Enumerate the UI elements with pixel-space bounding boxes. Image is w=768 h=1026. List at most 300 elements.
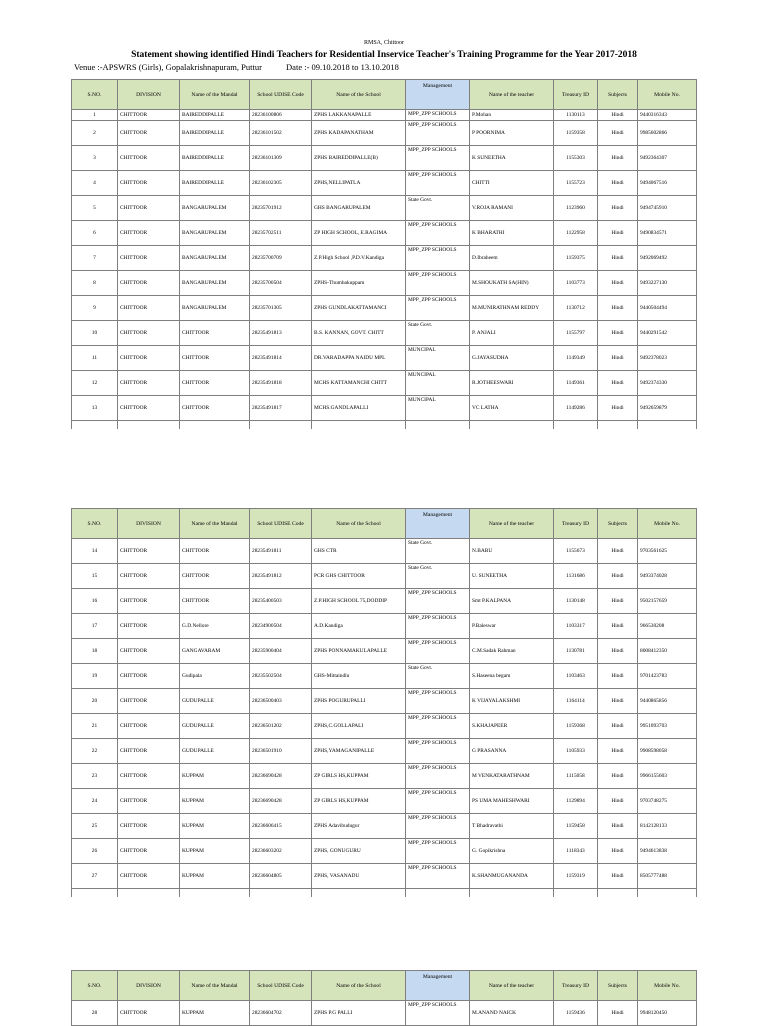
table-row bbox=[72, 739, 697, 764]
cell-subject: Hindi bbox=[598, 110, 638, 121]
cell-school: ZPHS GUNDLAKATTAMANCI bbox=[312, 296, 406, 321]
cell-division: CHITTOOR bbox=[118, 664, 180, 689]
cell-division: CHITTOOR bbox=[118, 171, 180, 196]
table-row bbox=[72, 839, 697, 864]
column-header-mobile: Mobile No. bbox=[638, 80, 697, 110]
cell-mobile: 9701423783 bbox=[638, 664, 697, 689]
cell-teacher: G PRASANNA bbox=[470, 739, 554, 764]
cell-teacher: G. Gopikrishna bbox=[470, 839, 554, 864]
table-row bbox=[72, 396, 697, 421]
cell-udise-code: 28235701305 bbox=[250, 296, 312, 321]
cell-school: PCR GHS CHITTOOR bbox=[312, 564, 406, 589]
cell-management: MPP_ZPP SCHOOLS bbox=[406, 221, 470, 246]
cell-management: MPP_ZPP SCHOOLS bbox=[406, 839, 470, 864]
table-row bbox=[72, 614, 697, 639]
cell-mandal: BAIREDDIPALLE bbox=[180, 121, 250, 146]
cell-mobile: 9493374028 bbox=[638, 564, 697, 589]
column-header-treasury-id: Treasury ID bbox=[554, 971, 598, 1001]
cell-treasury-id: 1159358 bbox=[554, 121, 598, 146]
cell-treasury-id: 1118343 bbox=[554, 839, 598, 864]
cell-treasury-id: 1130712 bbox=[554, 296, 598, 321]
cell-teacher: D.Ibraheem bbox=[470, 246, 554, 271]
cell-udise-code: 28236102305 bbox=[250, 171, 312, 196]
cell-mobile: 9440865856 bbox=[638, 689, 697, 714]
cell-teacher: M VENKATARATHNAM bbox=[470, 764, 554, 789]
cell-management: MPP_ZPP SCHOOLS bbox=[406, 146, 470, 171]
cell-mobile: 9494613838 bbox=[638, 839, 697, 864]
blank-cell bbox=[180, 889, 250, 898]
cell-mandal: CHITTOOR bbox=[180, 346, 250, 371]
cell-management: MPP_ZPP SCHOOLS bbox=[406, 110, 470, 121]
cell-treasury-id: 1130148 bbox=[554, 589, 598, 614]
office-name: RMSA, Chittoor bbox=[363, 40, 404, 46]
cell-mandal: KUPPAM bbox=[180, 814, 250, 839]
cell-sno: 1 bbox=[72, 110, 118, 121]
cell-management: MPP_ZPP SCHOOLS bbox=[406, 171, 470, 196]
cell-udise-code: 28235700709 bbox=[250, 246, 312, 271]
cell-teacher: P. ANJALI bbox=[470, 321, 554, 346]
blank-cell bbox=[406, 889, 470, 898]
column-header-school: Name of the School bbox=[312, 80, 406, 110]
column-header-teacher: Name of the teacher bbox=[470, 80, 554, 110]
table-row bbox=[72, 689, 697, 714]
cell-sno: 28 bbox=[72, 1001, 118, 1026]
cell-mandal: GUDUPALLE bbox=[180, 739, 250, 764]
cell-sno: 17 bbox=[72, 614, 118, 639]
cell-school: ZPHS,NELLIPATLA bbox=[312, 171, 406, 196]
cell-mandal: CHITTOOR bbox=[180, 564, 250, 589]
cell-mandal: BAIREDDIPALLE bbox=[180, 110, 250, 121]
column-header-subject: Subjects bbox=[598, 509, 638, 539]
cell-mobile: 9703748275 bbox=[638, 789, 697, 814]
cell-mandal: BAIREDDIPALLE bbox=[180, 146, 250, 171]
cell-subject: Hindi bbox=[598, 246, 638, 271]
table-row bbox=[72, 346, 697, 371]
cell-division: CHITTOOR bbox=[118, 396, 180, 421]
column-header-mandal: Name of the Mandal bbox=[180, 971, 250, 1001]
table-row bbox=[72, 196, 697, 221]
header-row bbox=[72, 971, 697, 1001]
cell-udise-code: 28236500403 bbox=[250, 689, 312, 714]
cell-udise-code: 28235491814 bbox=[250, 346, 312, 371]
table-row bbox=[72, 714, 697, 739]
cell-sno: 13 bbox=[72, 396, 118, 421]
cell-mobile: 9985602866 bbox=[638, 121, 697, 146]
teachers-table-page-1 bbox=[71, 79, 697, 429]
blank-cell bbox=[180, 421, 250, 430]
cell-subject: Hindi bbox=[598, 371, 638, 396]
table-row bbox=[72, 814, 697, 839]
cell-teacher: T Bhadravathi bbox=[470, 814, 554, 839]
blank-cell bbox=[554, 421, 598, 430]
cell-udise-code: 28235491818 bbox=[250, 371, 312, 396]
cell-teacher: M.MUNIRATHNAM REDDY bbox=[470, 296, 554, 321]
cell-school: ZPHS, VASANADU bbox=[312, 864, 406, 889]
cell-sno: 21 bbox=[72, 714, 118, 739]
cell-management: MPP_ZPP SCHOOLS bbox=[406, 271, 470, 296]
cell-subject: Hindi bbox=[598, 789, 638, 814]
cell-subject: Hindi bbox=[598, 321, 638, 346]
column-header-mandal: Name of the Mandal bbox=[180, 509, 250, 539]
cell-udise-code: 28235700504 bbox=[250, 271, 312, 296]
cell-mobile: 9908598058 bbox=[638, 739, 697, 764]
blank-cell bbox=[250, 889, 312, 898]
cell-teacher: PS UMA MAHESHWARI bbox=[470, 789, 554, 814]
column-header-division: DIVISION bbox=[118, 509, 180, 539]
cell-treasury-id: 1159319 bbox=[554, 864, 598, 889]
cell-teacher: VC LATHA bbox=[470, 396, 554, 421]
cell-teacher: S.Haseena begam bbox=[470, 664, 554, 689]
cell-school: ZP GIRLS HS,KUPPAM bbox=[312, 789, 406, 814]
cell-sno: 25 bbox=[72, 814, 118, 839]
table-row bbox=[72, 171, 697, 196]
cell-sno: 22 bbox=[72, 739, 118, 764]
table-row bbox=[72, 589, 697, 614]
cell-teacher: G.JAYASUDHA bbox=[470, 346, 554, 371]
cell-school: DR.VARADAPPA NAIDU MPL bbox=[312, 346, 406, 371]
blank-cell bbox=[118, 421, 180, 430]
cell-sno: 14 bbox=[72, 539, 118, 564]
blank-cell bbox=[554, 889, 598, 898]
table-row bbox=[72, 221, 697, 246]
cell-teacher: K VIJAYALAKSHMI bbox=[470, 689, 554, 714]
cell-udise-code: 28236690428 bbox=[250, 789, 312, 814]
cell-mobile: 9492364307 bbox=[638, 146, 697, 171]
cell-division: CHITTOOR bbox=[118, 639, 180, 664]
cell-division: CHITTOOR bbox=[118, 614, 180, 639]
table-row bbox=[72, 864, 697, 889]
table-row bbox=[72, 764, 697, 789]
cell-treasury-id: 1155303 bbox=[554, 146, 598, 171]
cell-sno: 10 bbox=[72, 321, 118, 346]
cell-teacher: K.SHANMUGANANDA bbox=[470, 864, 554, 889]
cell-udise-code: 28235900404 bbox=[250, 639, 312, 664]
cell-school: ZPHS LAKKANAPALLE bbox=[312, 110, 406, 121]
cell-teacher: K SUNEETHA bbox=[470, 146, 554, 171]
column-header-management: Management bbox=[406, 971, 470, 1001]
cell-division: CHITTOOR bbox=[118, 271, 180, 296]
cell-treasury-id: 1122958 bbox=[554, 221, 598, 246]
cell-treasury-id: 1149361 bbox=[554, 371, 598, 396]
cell-udise-code: 28235702511 bbox=[250, 221, 312, 246]
cell-division: CHITTOOR bbox=[118, 714, 180, 739]
cell-treasury-id: 1131686 bbox=[554, 564, 598, 589]
cell-treasury-id: 1149349 bbox=[554, 346, 598, 371]
cell-treasury-id: 1159458 bbox=[554, 814, 598, 839]
cell-division: CHITTOOR bbox=[118, 196, 180, 221]
header-row bbox=[72, 509, 697, 539]
table-row bbox=[72, 296, 697, 321]
table-row bbox=[72, 789, 697, 814]
cell-treasury-id: 1123960 bbox=[554, 196, 598, 221]
column-header-teacher: Name of the teacher bbox=[470, 509, 554, 539]
cell-school: GHS-Mittaindlu bbox=[312, 664, 406, 689]
cell-mandal: BANGARUPALEM bbox=[180, 296, 250, 321]
cell-school: GHS CTR bbox=[312, 539, 406, 564]
cell-mobile: 9493227130 bbox=[638, 271, 697, 296]
table-row bbox=[72, 371, 697, 396]
column-header-school: Name of the School bbox=[312, 971, 406, 1001]
cell-mobile: 9494067516 bbox=[638, 171, 697, 196]
column-header-mandal: Name of the Mandal bbox=[180, 80, 250, 110]
cell-teacher: K BHARATHI bbox=[470, 221, 554, 246]
cell-management: MUNCIPAL bbox=[406, 346, 470, 371]
document-title: Statement showing identified Hindi Teachers for Residential Inservice Teacher's Training Programme for the Year 2017-2018 bbox=[131, 50, 637, 60]
cell-subject: Hindi bbox=[598, 839, 638, 864]
blank-cell bbox=[72, 889, 118, 898]
cell-management: MPP_ZPP SCHOOLS bbox=[406, 764, 470, 789]
blank-cell bbox=[312, 421, 406, 430]
cell-subject: Hindi bbox=[598, 714, 638, 739]
column-header-udise-code: School UDISE Code bbox=[250, 80, 312, 110]
blank-cell bbox=[598, 889, 638, 898]
cell-management: MPP_ZPP SCHOOLS bbox=[406, 1001, 470, 1026]
cell-mobile: 9494745910 bbox=[638, 196, 697, 221]
cell-division: CHITTOOR bbox=[118, 110, 180, 121]
blank-cell bbox=[598, 421, 638, 430]
cell-subject: Hindi bbox=[598, 171, 638, 196]
cell-teacher: M.ANAND NAICK bbox=[470, 1001, 554, 1026]
cell-sno: 26 bbox=[72, 839, 118, 864]
cell-management: State Govt. bbox=[406, 564, 470, 589]
cell-subject: Hindi bbox=[598, 614, 638, 639]
column-header-teacher: Name of the teacher bbox=[470, 971, 554, 1001]
cell-mobile: 9951093703 bbox=[638, 714, 697, 739]
table-row bbox=[72, 110, 697, 121]
cell-division: CHITTOOR bbox=[118, 246, 180, 271]
cell-school: ZPHS PONNAMAKULAPALLE bbox=[312, 639, 406, 664]
cell-school: A.D.Kandiga bbox=[312, 614, 406, 639]
cell-mobile: 9440504494 bbox=[638, 296, 697, 321]
cell-treasury-id: 1159368 bbox=[554, 714, 598, 739]
cell-mandal: KUPPAM bbox=[180, 839, 250, 864]
cell-division: CHITTOOR bbox=[118, 564, 180, 589]
cell-mandal: BAIREDDIPALLE bbox=[180, 171, 250, 196]
column-header-treasury-id: Treasury ID bbox=[554, 80, 598, 110]
cell-school: GHS BANGARUPALEM bbox=[312, 196, 406, 221]
column-header-sno: S.NO. bbox=[72, 80, 118, 110]
cell-treasury-id: 1155723 bbox=[554, 171, 598, 196]
cell-sno: 15 bbox=[72, 564, 118, 589]
cell-udise-code: 28236606415 bbox=[250, 814, 312, 839]
cell-teacher: R.JOTHEESWARI bbox=[470, 371, 554, 396]
cell-teacher: P.Baleswar bbox=[470, 614, 554, 639]
table-row bbox=[72, 121, 697, 146]
cell-school: ZP GIRLS HS,KUPPAM bbox=[312, 764, 406, 789]
cell-teacher: P POORNIMA bbox=[470, 121, 554, 146]
cell-division: CHITTOOR bbox=[118, 814, 180, 839]
cell-subject: Hindi bbox=[598, 396, 638, 421]
cell-treasury-id: 1105933 bbox=[554, 739, 598, 764]
cell-management: MPP_ZPP SCHOOLS bbox=[406, 589, 470, 614]
column-header-udise-code: School UDISE Code bbox=[250, 971, 312, 1001]
cell-treasury-id: 1103463 bbox=[554, 664, 598, 689]
cell-udise-code: 28236604805 bbox=[250, 864, 312, 889]
column-header-udise-code: School UDISE Code bbox=[250, 509, 312, 539]
cell-school: ZP HIGH SCHOOL, E.RAGIMA bbox=[312, 221, 406, 246]
column-header-mobile: Mobile No. bbox=[638, 509, 697, 539]
teachers-table-page-3 bbox=[71, 970, 697, 1026]
cell-mobile: 966530208 bbox=[638, 614, 697, 639]
blank-cell bbox=[312, 889, 406, 898]
cell-mandal: BANGARUPALEM bbox=[180, 196, 250, 221]
cell-mobile: 9492069492 bbox=[638, 246, 697, 271]
cell-udise-code: 28235701912 bbox=[250, 196, 312, 221]
cell-school: Z.P.High School ,P.D.V.Kandiga bbox=[312, 246, 406, 271]
cell-sno: 16 bbox=[72, 589, 118, 614]
cell-subject: Hindi bbox=[598, 346, 638, 371]
teachers-table-page-2 bbox=[71, 508, 697, 897]
cell-mobile: 8505777488 bbox=[638, 864, 697, 889]
cell-division: CHITTOOR bbox=[118, 739, 180, 764]
blank-cell bbox=[72, 421, 118, 430]
cell-subject: Hindi bbox=[598, 1001, 638, 1026]
cell-subject: Hindi bbox=[598, 539, 638, 564]
cell-teacher: V.ROJA RAMANI bbox=[470, 196, 554, 221]
cell-management: MPP_ZPP SCHOOLS bbox=[406, 714, 470, 739]
cell-udise-code: 28235491811 bbox=[250, 539, 312, 564]
cell-mandal: Gudipala bbox=[180, 664, 250, 689]
cell-mobile: 8142128133 bbox=[638, 814, 697, 839]
column-header-management: Management bbox=[406, 80, 470, 110]
cell-mandal: G.D.Nellore bbox=[180, 614, 250, 639]
cell-sno: 12 bbox=[72, 371, 118, 396]
cell-subject: Hindi bbox=[598, 121, 638, 146]
cell-sno: 20 bbox=[72, 689, 118, 714]
cell-sno: 18 bbox=[72, 639, 118, 664]
column-header-sno: S.NO. bbox=[72, 971, 118, 1001]
cell-sno: 23 bbox=[72, 764, 118, 789]
cell-mobile: 9502157659 bbox=[638, 589, 697, 614]
venue-text: Venue :-APSWRS (Girls), Gopalakrishnapuram, Puttur bbox=[74, 62, 262, 72]
cell-subject: Hindi bbox=[598, 146, 638, 171]
cell-mandal: GUDUPALLE bbox=[180, 689, 250, 714]
column-header-treasury-id: Treasury ID bbox=[554, 509, 598, 539]
cell-mandal: CHITTOOR bbox=[180, 539, 250, 564]
cell-teacher: U. SUNEETHA bbox=[470, 564, 554, 589]
cell-division: CHITTOOR bbox=[118, 864, 180, 889]
cell-treasury-id: 1130781 bbox=[554, 639, 598, 664]
cell-udise-code: 28236101502 bbox=[250, 121, 312, 146]
cell-mandal: BANGARUPALEM bbox=[180, 271, 250, 296]
cell-division: CHITTOOR bbox=[118, 146, 180, 171]
cell-udise-code: 28235491817 bbox=[250, 396, 312, 421]
cell-treasury-id: 1159436 bbox=[554, 1001, 598, 1026]
cell-division: CHITTOOR bbox=[118, 764, 180, 789]
cell-mobile: 9440316343 bbox=[638, 110, 697, 121]
cell-management: MPP_ZPP SCHOOLS bbox=[406, 296, 470, 321]
cell-treasury-id: 1155673 bbox=[554, 539, 598, 564]
cell-sno: 2 bbox=[72, 121, 118, 146]
table-row bbox=[72, 639, 697, 664]
cell-division: CHITTOOR bbox=[118, 1001, 180, 1026]
cell-school: MCHS KATTAMANCHI CHITT bbox=[312, 371, 406, 396]
cell-mandal: GUDUPALLE bbox=[180, 714, 250, 739]
cell-division: CHITTOOR bbox=[118, 789, 180, 814]
cell-subject: Hindi bbox=[598, 864, 638, 889]
cell-management: MPP_ZPP SCHOOLS bbox=[406, 614, 470, 639]
cell-management: State Govt. bbox=[406, 196, 470, 221]
cell-treasury-id: 1164114 bbox=[554, 689, 598, 714]
cell-udise-code: 28236690428 bbox=[250, 764, 312, 789]
cell-mandal: KUPPAM bbox=[180, 764, 250, 789]
cell-udise-code: 28236603202 bbox=[250, 839, 312, 864]
cell-mandal: CHITTOOR bbox=[180, 321, 250, 346]
cell-school: MCHS.GANDLAPALLI bbox=[312, 396, 406, 421]
table-row bbox=[72, 564, 697, 589]
cell-sno: 9 bbox=[72, 296, 118, 321]
cell-mobile: 9703561625 bbox=[638, 539, 697, 564]
cell-mobile: 9966155603 bbox=[638, 764, 697, 789]
cell-treasury-id: 1103773 bbox=[554, 271, 598, 296]
cell-mandal: BANGARUPALEM bbox=[180, 221, 250, 246]
cell-management: MPP_ZPP SCHOOLS bbox=[406, 639, 470, 664]
cell-subject: Hindi bbox=[598, 271, 638, 296]
blank-cell bbox=[118, 889, 180, 898]
cell-treasury-id: 1149286 bbox=[554, 396, 598, 421]
header-row bbox=[72, 80, 697, 110]
column-header-mobile: Mobile No. bbox=[638, 971, 697, 1001]
cell-sno: 24 bbox=[72, 789, 118, 814]
cell-management: MPP_ZPP SCHOOLS bbox=[406, 739, 470, 764]
cell-mobile: 9492659879 bbox=[638, 396, 697, 421]
cell-udise-code: 28236100806 bbox=[250, 110, 312, 121]
date-text: Date :- 09.10.2018 to 13.10.2018 bbox=[286, 62, 399, 72]
blank-cell bbox=[470, 889, 554, 898]
cell-school: ZPHS Adavibudugur bbox=[312, 814, 406, 839]
cell-school: Z.P.HIGH SCHOOL 75,DODDIP bbox=[312, 589, 406, 614]
blank-cell bbox=[250, 421, 312, 430]
cell-subject: Hindi bbox=[598, 664, 638, 689]
cell-treasury-id: 1130113 bbox=[554, 110, 598, 121]
cell-school: ZPHS-Thumbakuppam bbox=[312, 271, 406, 296]
cell-treasury-id: 1103317 bbox=[554, 614, 598, 639]
cell-teacher: S.KHAJAPEER bbox=[470, 714, 554, 739]
cell-mobile: 9948120450 bbox=[638, 1001, 697, 1026]
blank-cell bbox=[406, 421, 470, 430]
cell-udise-code: 28236604702 bbox=[250, 1001, 312, 1026]
cell-management: MPP_ZPP SCHOOLS bbox=[406, 121, 470, 146]
cell-sno: 11 bbox=[72, 346, 118, 371]
column-header-sno: S.NO. bbox=[72, 509, 118, 539]
cell-management: MPP_ZPP SCHOOLS bbox=[406, 789, 470, 814]
table-row bbox=[72, 539, 697, 564]
cell-division: CHITTOOR bbox=[118, 839, 180, 864]
cell-management: MPP_ZPP SCHOOLS bbox=[406, 864, 470, 889]
cell-division: CHITTOOR bbox=[118, 371, 180, 396]
cell-udise-code: 28235491812 bbox=[250, 564, 312, 589]
cell-school: ZPHS P.G PALLI bbox=[312, 1001, 406, 1026]
cell-udise-code: 28235502504 bbox=[250, 664, 312, 689]
cell-teacher: M.SHOUKATH SA(HIN) bbox=[470, 271, 554, 296]
cell-treasury-id: 1159375 bbox=[554, 246, 598, 271]
cell-division: CHITTOOR bbox=[118, 539, 180, 564]
cell-subject: Hindi bbox=[598, 221, 638, 246]
cell-teacher: P.Mohan bbox=[470, 110, 554, 121]
cell-mandal: BANGARUPALEM bbox=[180, 246, 250, 271]
cell-school: ZPHS BAIREDDIPALLE(B) bbox=[312, 146, 406, 171]
cell-management: MUNCIPAL bbox=[406, 396, 470, 421]
cell-sno: 3 bbox=[72, 146, 118, 171]
cell-management: State Govt. bbox=[406, 539, 470, 564]
cell-subject: Hindi bbox=[598, 739, 638, 764]
cell-udise-code: 28236501202 bbox=[250, 714, 312, 739]
cell-sno: 6 bbox=[72, 221, 118, 246]
cell-management: MPP_ZPP SCHOOLS bbox=[406, 814, 470, 839]
cell-subject: Hindi bbox=[598, 296, 638, 321]
cell-mobile: 9490834571 bbox=[638, 221, 697, 246]
table-row bbox=[72, 146, 697, 171]
